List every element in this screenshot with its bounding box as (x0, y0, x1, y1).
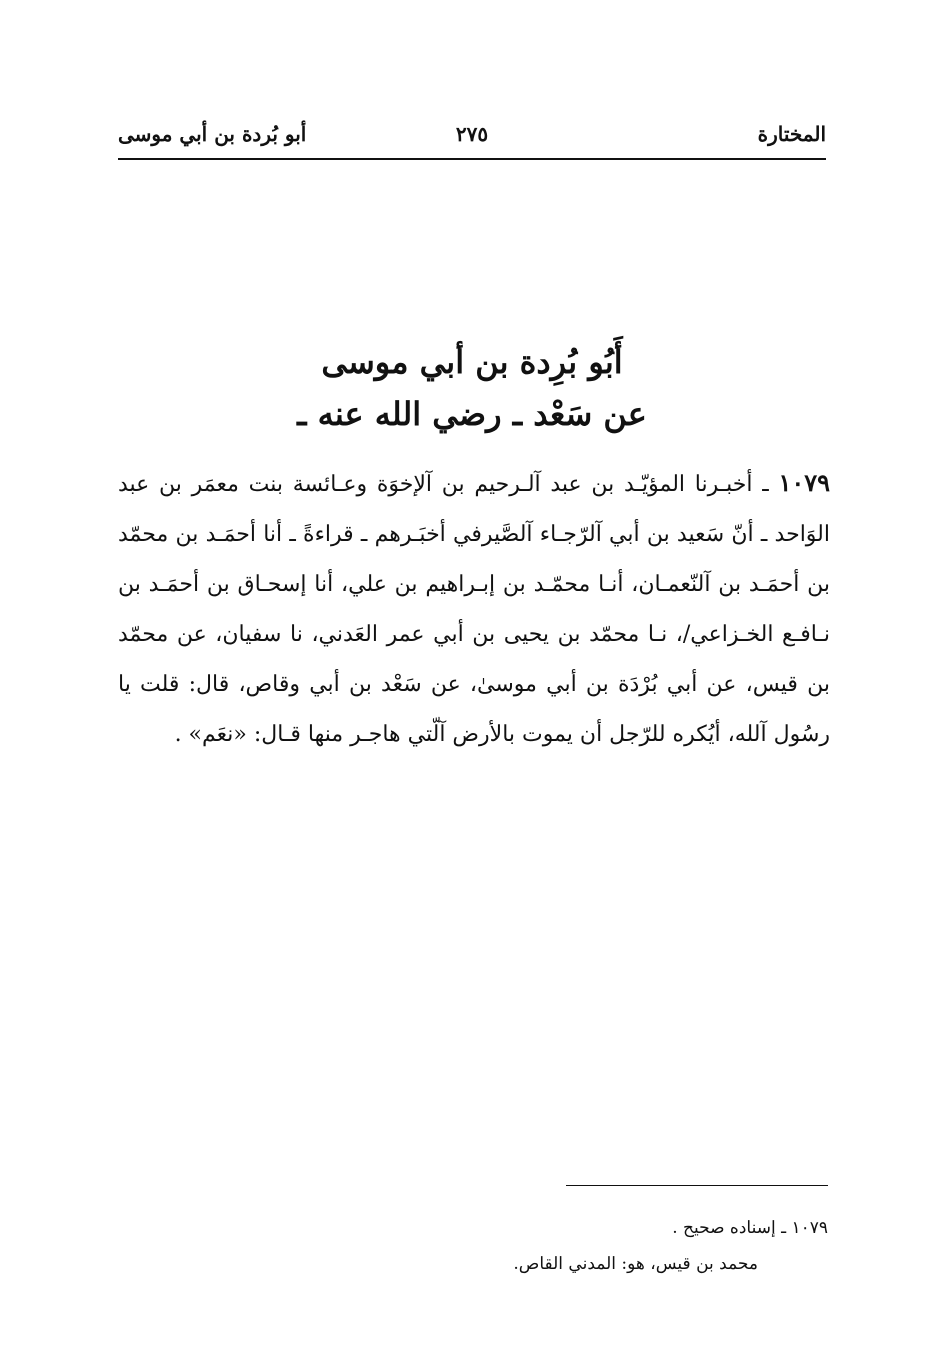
page-number: ٢٧٥ (455, 122, 489, 146)
footnote-divider (566, 1185, 828, 1186)
hadith-paragraph (118, 458, 830, 760)
footnotes (300, 1210, 828, 1282)
footnote-line-2: محمد بن قيس، هو: المدني القاص. (513, 1254, 758, 1274)
header-book-title: المختارة (757, 122, 826, 146)
hadith-number: ١٠٧٩ (778, 468, 830, 497)
header-section-title: أبو بُردة بن أبي موسى (118, 122, 307, 146)
section-title-line1: أَبُو بُرِدة بن أبي موسى (321, 343, 623, 381)
section-title-line2: عن سَعْد ـ رضي الله عنه ـ (297, 395, 647, 433)
hadith-text: ـ أخبـرنا المؤيّـد بن عبد آلـرحيم بن آلإخوَة وعـائسة بنت معمَر بن عبد الوَاحد ـ أنّ سَعيد بن أبي آلرّجـاء آلصَّيرفي أخبَـرهم ـ قراءةً ـ أنا أحمَـد بن محمّد بن أحمَـد بن آلنّعمـان، أنـا محمّـد بن إبـراهيم بن علي، أنا إسحـاق بن أحمَـد بن نـافـع الخـزاعي/، نـا محمّد بن يحيى بن أبي عمر العَدني، نا سفيان، عن محمّد بن قيس، عن أبي بُرْدَة بن أبي موسىٰ، عن سَعْد بن أبي وقاص، قال: قلت يا رسُول آلله، أيُكره للرّجل أن يموت بالأرض آلّتي هاجـر منها قـال: «نعَم» . (118, 472, 830, 747)
footnote-line-1: ١٠٧٩ ـ إسناده صحيح . (672, 1218, 828, 1238)
running-header (118, 118, 826, 160)
section-title (118, 336, 826, 440)
